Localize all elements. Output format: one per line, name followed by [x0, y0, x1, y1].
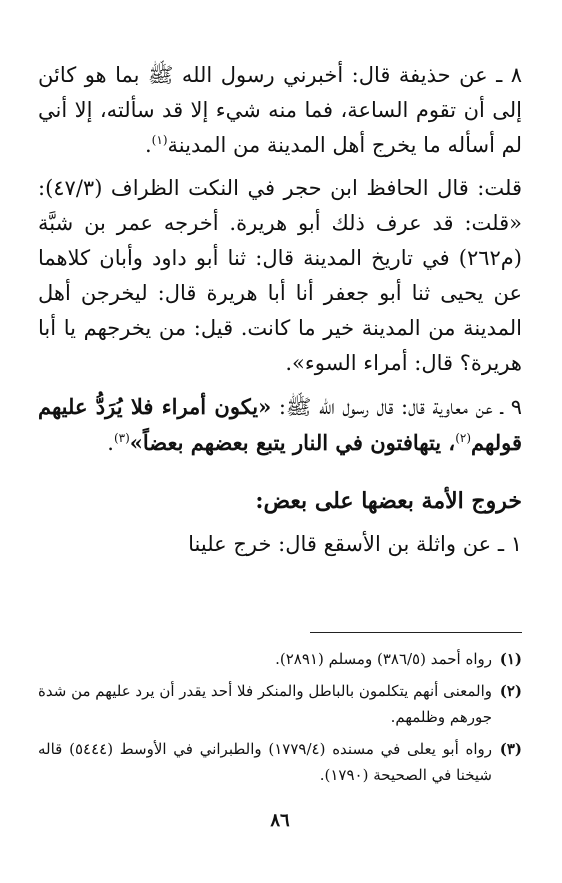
- footnote-item: [38, 646, 522, 672]
- main-text: [38, 58, 522, 562]
- hadith-1-paragraph: [38, 527, 522, 562]
- section-heading: خروج الأمة بعضها على بعض:: [255, 488, 522, 514]
- footnote-number: (٣): [499, 740, 522, 758]
- footnote-ref-3: (٣): [113, 431, 130, 445]
- footnote-text: والمعنى أنهم يتكلمون بالباطل والمنكر فلا أحد يقدر أن يرد عليهم من شدة جورهم وظلمهم.: [38, 682, 492, 726]
- hadith-9-end: .: [107, 431, 114, 455]
- footnote-text: رواه أحمد (٣٨٦/٥) ومسلم (٢٨٩١).: [275, 650, 492, 668]
- hadith-8-end: .: [144, 133, 152, 157]
- hadith-9-paragraph: [38, 389, 522, 461]
- hadith-8-paragraph: [38, 58, 522, 163]
- hadith-9-quote-part-1: «يكون أمراء فلا يُرَدُّ عليهم قولهم: [38, 394, 522, 455]
- footnote-divider: [310, 632, 522, 633]
- commentary-text: قلت: قال الحافظ ابن حجر في النكت الظراف (٤٧/٣): «قلت: قد عرف ذلك أبو هريرة. أخرجه عمر بن شبَّة (م٢٦٢) في تاريخ المدينة قال: ثنا أبو داود وأبان كلاهما عن يحيى ثنا أبو جعفر أنا أبا هريرة قال: ليخرجن أهل المدينة من المدينة خير ما كانت. قيل: من يخرجهم يا أبا هريرة؟ قال: أمراء السوء».: [38, 176, 522, 375]
- footnote-text: رواه أبو يعلى في مسنده (١٧٧٩/٤) والطبراني في الأوسط (٥٤٤٤) قاله شيخنا في الصحيحة (١٧٩٠).: [38, 740, 492, 784]
- page-number: ٨٦: [270, 810, 290, 831]
- footnote-number: (١): [499, 650, 522, 668]
- footnote-item: [38, 736, 522, 788]
- hadith-8-text: ٨ ـ عن حذيفة قال: أخبرني رسول الله ﷺ بما هو كائن إلى أن تقوم الساعة، فما منه شيء إلا قد سألته، إلا أني لم أسأله ما يخرج أهل المدينة من المدينة: [38, 63, 522, 157]
- footnote-item: [38, 678, 522, 730]
- footnote-number: (٢): [499, 682, 522, 700]
- footnote-ref-1: (١): [151, 133, 168, 147]
- footnotes: [38, 646, 522, 794]
- hadith-9-intro: ٩ ـ عن معاوية قال: قال رسول الله ﷺ:: [271, 395, 522, 419]
- footnote-ref-2: (٢): [455, 431, 472, 445]
- commentary-paragraph: [38, 171, 522, 381]
- hadith-1-text: ١ ـ عن واثلة بن الأسقع قال: خرج علينا: [188, 532, 522, 556]
- book-page: [38, 58, 522, 883]
- hadith-9-quote-part-2: ، يتهافتون في النار يتبع بعضهم بعضاً»: [129, 430, 456, 455]
